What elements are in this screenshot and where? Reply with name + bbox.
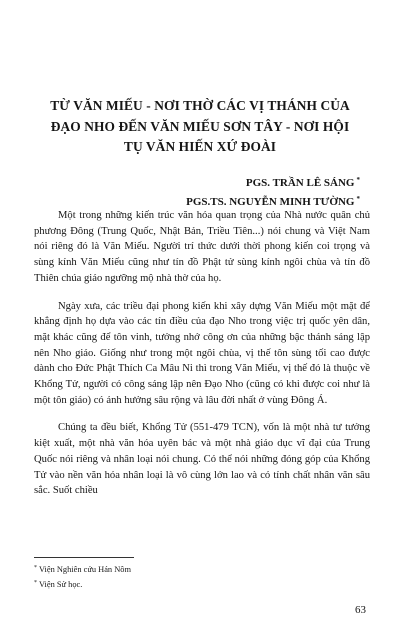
footnote-mark: *: [34, 579, 37, 586]
page-number: 63: [355, 604, 366, 616]
body-paragraph: Ngày xưa, các triều đại phong kiến khi xây dựng Văn Miếu một mặt để khẳng định họ dựa vào các tín điều của đạo Nho trong việc trị quốc yên dân, mặt khác cũng để tôn vinh, tưởng nhớ công ơn của những bậc thánh sáng lập nên Nho giáo. Giống như trong một ngôi chùa, vị thế tôn sùng tối cao được dành cho Đức Phật Thích Ca Mâu Ni thì trong Văn Miếu, vị thế đó là thuộc về Khổng Tử, người có công sáng lập nên Đạo Nho (cũng có khi được coi như là một tôn giáo) có ảnh hưởng sâu rộng và lâu đời nhất ở vùng Đông Á.: [34, 300, 370, 406]
body-paragraph: Chúng ta đều biết, Khổng Tử (551-479 TCN), vốn là một nhà tư tưởng kiệt xuất, một nhà văn hóa uyên bác và một nhà giáo dục vĩ đại của Trung Quốc nói riêng và nhân loại nói chung. Có thể nói những đóng góp của Khổng Tử vào nền văn hóa nhân loại là vô cùng lớn lao và có tính chất nhân văn sâu sắc. Suốt chiều: [34, 422, 370, 497]
author-name: PGS.TS. NGUYỄN MINH TƯỜNG: [186, 196, 355, 208]
author-line: [0, 172, 360, 191]
author-footnote-mark: *: [356, 195, 360, 203]
author-footnote-mark: *: [356, 176, 360, 184]
title-line: TỤ VĂN HIẾN XỨ ĐOÀI: [123, 139, 277, 154]
footnotes: [34, 562, 364, 591]
footnote: [34, 562, 364, 577]
author-name: PGS. TRẦN LÊ SÁNG: [245, 177, 355, 189]
footnote-separator: [34, 557, 134, 558]
article-title: [28, 96, 372, 158]
footnote-mark: *: [34, 565, 37, 571]
author-list: [0, 172, 360, 210]
footnote-text: Viện Sử học.: [39, 579, 83, 589]
body-paragraph: Một trong những kiến trúc văn hóa quan trọng của Nhà nước quân chủ phương Đông (Trung Quốc, Nhật Bản, Triều Tiên...) nói chung và Việt Nam nói riêng đó là Văn Miếu. Người trí thức dưới thời phong kiến coi trọng và sùng kính Văn Miếu cũng như tín đồ Phật tử sùng kính ngôi chùa và tín đồ Thiên chúa giáo ngưỡng mộ nhà thờ của họ.: [34, 210, 370, 284]
article-body: [34, 208, 370, 499]
title-line: ĐẠO NHO ĐẾN VĂN MIẾU SƠN TÂY - NƠI HỘI: [50, 118, 350, 134]
footnote-text: Viện Nghiên cứu Hán Nôm: [39, 565, 131, 574]
title-line: TỪ VĂN MIẾU - NƠI THỜ CÁC VỊ THÁNH CỦA: [50, 98, 350, 113]
footnote: [34, 577, 364, 592]
